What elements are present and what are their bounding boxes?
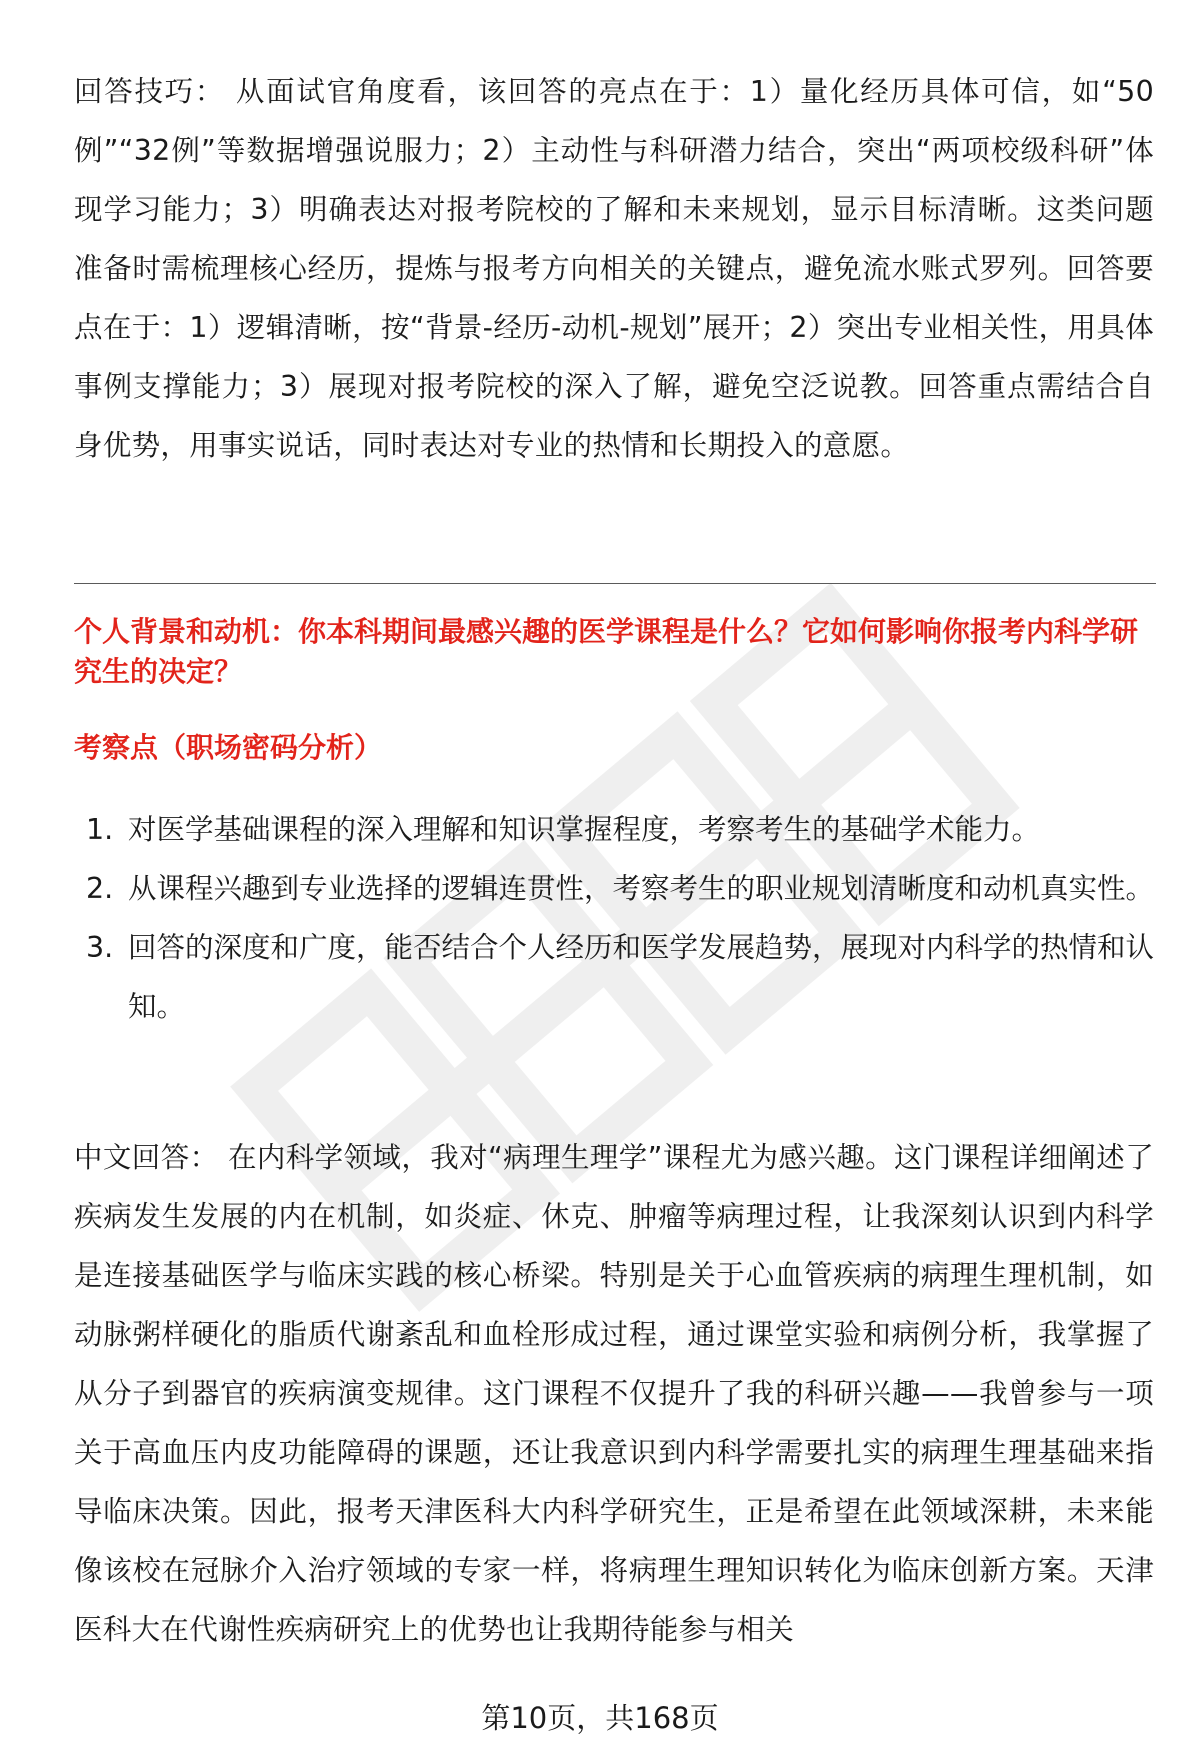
page-number-footer: 第10页，共168页 xyxy=(481,1701,719,1735)
intro-section xyxy=(74,62,1154,475)
intro-paragraph: 回答技巧： 从面试官角度看，该回答的亮点在于：1）量化经历具体可信，如“50例”“32例”等数据增强说服力；2）主动性与科研潜力结合，突出“两项校级科研”体现学习能力；3）明确表达对报考院校的了解和未来规划，显示目标清晰。这类问题准备时需梳理核心经历，提炼与报考方向相关的关键点，避免流水账式罗列。回答要点在于：1）逻辑清晰，按“背景-经历-动机-规划”展开；2）突出专业相关性，用具体事例支撑能力；3）展现对报考院校的深入了解，避免空泛说教。回答重点需结合自身优势，用事实说话，同时表达对专业的热情和长期投入的意愿。 xyxy=(74,75,1154,462)
list-item-number: 3. xyxy=(86,931,114,964)
list-item-number: 2. xyxy=(86,872,114,905)
list-item-text: 从课程兴趣到专业选择的逻辑连贯性，考察考生的职业规划清晰度和动机真实性。 xyxy=(128,872,1155,905)
list-item xyxy=(74,918,1154,1036)
assessment-points-list xyxy=(74,800,1154,1036)
question-heading: 个人背景和动机：你本科期间最感兴趣的医学课程是什么？它如何影响你报考内科学研究生的决定？ xyxy=(74,615,1139,688)
list-item-text: 回答的深度和广度，能否结合个人经历和医学发展趋势，展现对内科学的热情和认知。 xyxy=(128,931,1155,1023)
answer-section xyxy=(74,1128,1154,1659)
answer-paragraph: 中文回答： 在内科学领域，我对“病理生理学”课程尤为感兴趣。这门课程详细阐述了疾病发生发展的内在机制，如炎症、休克、肿瘤等病理过程，让我深刻认识到内科学是连接基础医学与临床实践的核心桥梁。特别是关于心血管疾病的病理生理机制，如动脉粥样硬化的脂质代谢紊乱和血栓形成过程，通过课堂实验和病例分析，我掌握了从分子到器官的疾病演变规律。这门课程不仅提升了我的科研兴趣——我曾参与一项关于高血压内皮功能障碍的课题，还让我意识到内科学需要扎实的病理生理基础来指导临床决策。因此，报考天津医科大内科学研究生，正是希望在此领域深耕，未来能像该校在冠脉介入治疗领域的专家一样，将病理生理知识转化为临床创新方案。天津医科大在代谢性疾病研究上的优势也让我期待能参与相关 xyxy=(74,1141,1154,1646)
section-divider xyxy=(74,583,1156,584)
assessment-subheading: 考察点（职场密码分析） xyxy=(74,731,383,764)
list-item xyxy=(74,859,1154,918)
list-item-number: 1. xyxy=(86,813,114,846)
list-item xyxy=(74,800,1154,859)
list-item-text: 对医学基础课程的深入理解和知识掌握程度，考察考生的基础学术能力。 xyxy=(128,813,1041,846)
